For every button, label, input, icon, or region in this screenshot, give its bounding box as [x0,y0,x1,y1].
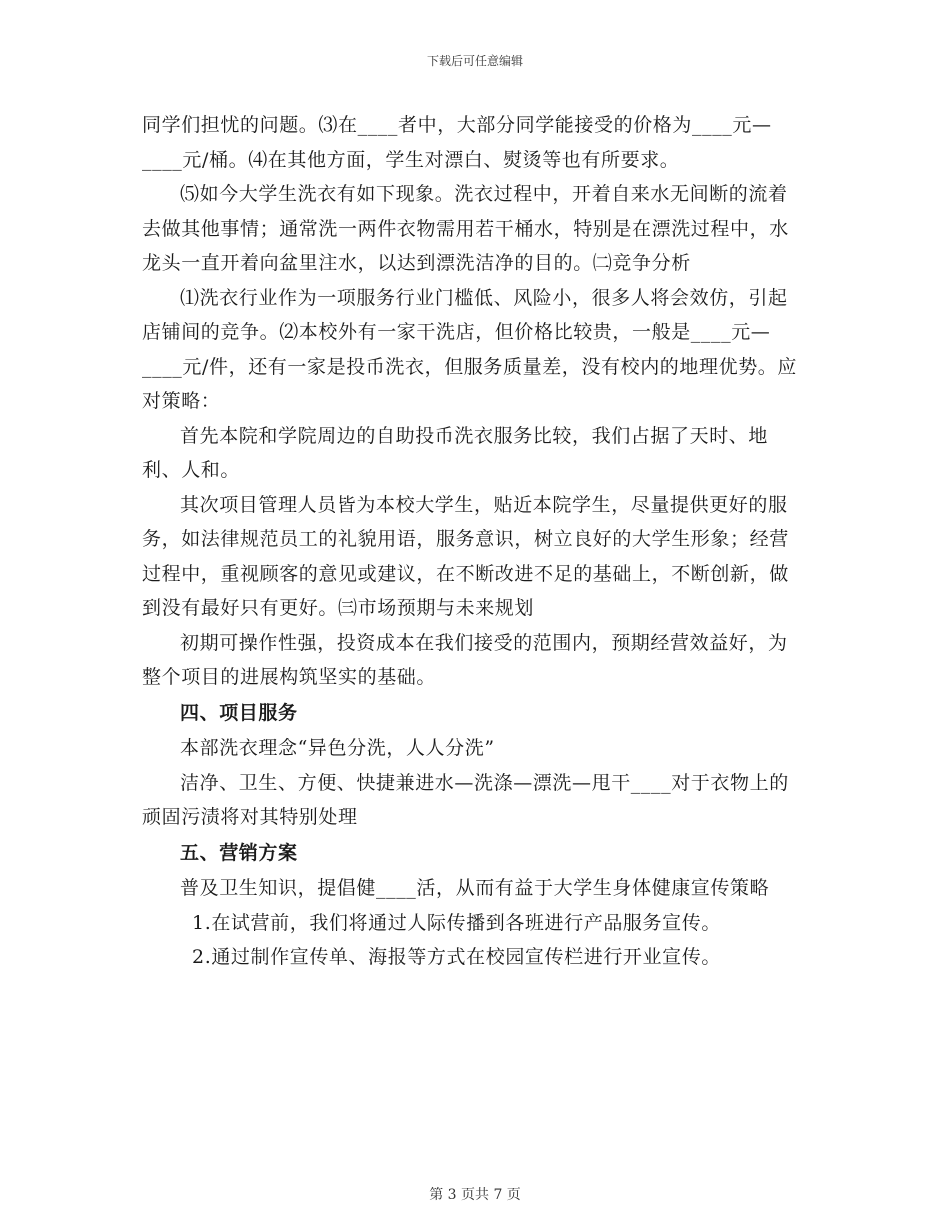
document-body [142,108,802,975]
page-footer: 第 3 页共 7 页 [429,1187,521,1203]
list-item: 2.通过制作宣传单、海报等方式在校园宣传栏进行开业宣传。 [192,946,721,968]
paragraph-9: 普及卫生知识，提倡健____活，从而有益于大学生身体健康宣传策略 [180,877,770,899]
paragraph-1: 同学们担忧的问题。⑶在____者中，大部分同学能接受的价格为____元—____元/桶。⑷在其他方面，学生对漂白、熨烫等也有所要求。 [142,114,772,171]
paragraph-5: 其次项目管理人员皆为本校大学生，贴近本院学生，尽量提供更好的服务，如法律规范员工的礼貌用语，服务意识，树立良好的大学生形象；经营过程中，重视顾客的意见或建议，在不断改进不足的基础上，不断创新，做到没有最好只有更好。㈢市场预期与未来规划 [142,493,789,619]
paragraph-7: 本部洗衣理念“异色分洗，人人分洗” [180,737,495,759]
section-heading-marketing: 五、营销方案 [180,841,298,864]
section-heading-services: 四、项目服务 [180,701,298,724]
paragraph-3: ⑴洗衣行业作为一项服务行业门槛低、风险小，很多人将会效仿，引起店铺间的竞争。⑵本校外有一家干洗店，但价格比较贵，一般是____元—____元/件，还有一家是投币洗衣，但服务质量差，没有校内的地理优势。应对策略： [142,286,798,412]
page-header: 下载后可任意编辑 [426,54,523,68]
paragraph-4: 首先本院和学院周边的自助投币洗衣服务比较，我们占据了天时、地利、人和。 [142,424,769,481]
paragraph-8: 洁净、卫生、方便、快捷兼进水—洗涤—漂洗—甩干____对于衣物上的顽固污渍将对其特别处理 [142,771,789,828]
paragraph-6: 初期可操作性强，投资成本在我们接受的范围内，预期经营效益好，为整个项目的进展构筑坚实的基础。 [142,631,788,688]
list-item: 1.在试营前，我们将通过人际传播到各班进行产品服务宣传。 [192,911,721,934]
paragraph-2: ⑸如今大学生洗衣有如下现象。洗衣过程中，开着自来水无间断的流着去做其他事情；通常洗一两件衣物需用若干桶水，特别是在漂洗过程中，水龙头一直开着向盆里注水，以达到漂洗洁净的目的。㈡竞争分析 [142,183,789,274]
